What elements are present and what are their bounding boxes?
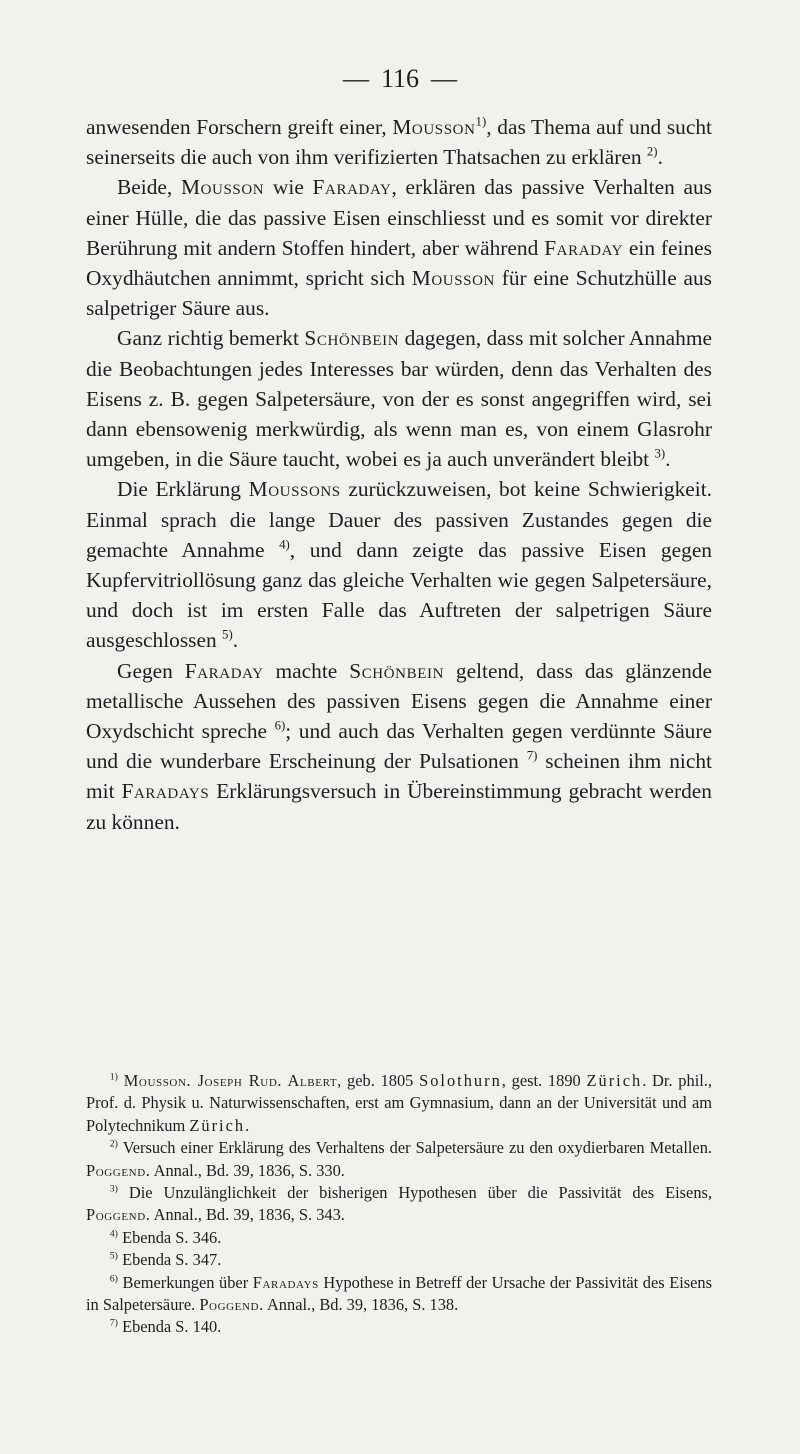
text-run: Annal., Bd. 39, 1836, S. 138. (263, 1295, 459, 1315)
author-name: Mousson (411, 266, 495, 291)
text-run: Gegen (117, 658, 185, 683)
text-run: machte (263, 658, 350, 683)
footnote-number: 1) (109, 1071, 118, 1083)
text-run: Versuch einer Erklärung des Verhaltens der Salpetersäure zu den oxydierbaren Metallen. (122, 1138, 713, 1158)
text-run: scheinen ihm nicht mit (86, 749, 712, 804)
author-name: Mousson (392, 115, 476, 139)
footnote-2 (86, 1137, 712, 1182)
body-text (86, 112, 712, 837)
text-run: , gest. 1890 (501, 1071, 587, 1090)
journal-name: Poggend. (199, 1295, 264, 1315)
footnote-4 (86, 1227, 712, 1249)
text-run: Bemerkungen über (122, 1272, 253, 1292)
paragraph-5 (86, 656, 712, 837)
text-run: Hypothese in Betreff der Ursache der Passivität des Eisens in Salpetersäure. (86, 1272, 712, 1315)
journal-name: Poggend. (86, 1160, 151, 1180)
text-run: Beide, (117, 175, 181, 200)
footnote-ref: 3) (654, 446, 666, 461)
author-name: Moussons (248, 477, 341, 502)
footnote-ref: 6) (274, 718, 286, 733)
journal-name: Poggend. (86, 1205, 151, 1225)
paragraph-1 (86, 112, 712, 172)
text-run: Ebenda S. 347. (122, 1250, 222, 1270)
footnote-number: 6) (109, 1273, 118, 1285)
footnote-6 (86, 1272, 712, 1317)
text-run: , und dann zeigte das passive Eisen gegen Kupfervitriollösung ganz das gleiche Verhalten wie gegen Salpetersäure, und doch ist im ersten Falle das Auftreten der salpetrigen Säure ausgeschlossen (86, 537, 713, 653)
text-run: . Dr. phil., Prof. d. Physik u. Naturwissenschaften, erst am Gymnasium, dann an der Universität und am Polytechnikum (86, 1071, 713, 1135)
text-run: ; und auch das Verhalten gegen verdünnte Säure und die wunderbare Erscheinung der Pulsationen (86, 719, 712, 774)
text-run: anwesenden Forschern greift einer, (86, 115, 393, 139)
text-run: . (232, 628, 239, 653)
footnote-number: 4) (109, 1228, 118, 1240)
header-dash-right: — (431, 64, 458, 93)
paragraph-2 (86, 172, 712, 323)
author-name: Schönbein (304, 326, 400, 351)
text-run: , geb. 1805 (337, 1071, 420, 1090)
text-run: dagegen, dass mit solcher Annahme die Beobachtungen jedes Interesses bar würden, denn das Verhalten des Eisens z. B. gegen Salpetersäure, von der es sonst angegriffen wird, sei dann ebensowenig merkwürdig, als wenn man es, von einem Glasrohr umgeben, in die Säure taucht, wobei es ja auch unverändert bleibt (86, 326, 712, 472)
footnote-3 (86, 1182, 712, 1227)
author-name: Faradays (121, 779, 210, 804)
text-run: Ganz richtig bemerkt (117, 326, 305, 351)
text-run: Die Erklärung (117, 477, 249, 502)
footnote-ref: 7) (526, 748, 538, 763)
text-run: wie (264, 175, 313, 200)
author-name: Faraday (184, 658, 264, 683)
footnote-ref: 2) (646, 144, 658, 159)
text-run: Annal., Bd. 39, 1836, S. 330. (150, 1160, 345, 1180)
footnote-5 (86, 1249, 712, 1271)
text-run: , das Thema auf und sucht seinerseits die auch von ihm verifizierten Thatsachen zu erklären (86, 115, 712, 170)
author-name: Schönbein (349, 658, 444, 683)
footnotes (86, 1070, 712, 1339)
place-name: Zürich (586, 1071, 643, 1090)
header-dash-left: — (342, 64, 369, 93)
author-name: Faradays (252, 1272, 319, 1292)
paragraph-4 (86, 474, 712, 655)
page-number: 116 (380, 64, 420, 93)
paragraph-3 (86, 323, 712, 474)
text-run: Erklärungsversuch in Übereinstimmung gebracht werden zu können. (86, 779, 712, 834)
text-run: , erklären das passive Verhalten aus einer Hülle, die das passive Eisen einschliesst und es somit vor direkter Berührung mit andern Stoffen hindert, aber während (86, 175, 713, 260)
footnote-7 (86, 1316, 712, 1338)
author-name: Faraday (544, 235, 624, 260)
place-name: Zürich (189, 1115, 246, 1135)
text-run: ein feines Oxydhäutchen annimmt, spricht sich (86, 235, 712, 291)
text-run: zurückzuweisen, bot keine Schwierigkeit. Einmal sprach die lange Dauer des passiven Zustandes gegen die gemachte Annahme (86, 477, 712, 562)
text-run: Annal., Bd. 39, 1836, S. 343. (150, 1205, 345, 1225)
author-name: Faraday (312, 175, 392, 200)
text-run: . (245, 1115, 250, 1135)
footnote-number: 5) (109, 1250, 118, 1262)
footnote-1 (86, 1070, 712, 1137)
footnote-ref: 5) (222, 628, 233, 643)
text-run: Die Unzulänglichkeit der bisherigen Hypothesen über die Passivität des Eisens, (128, 1183, 712, 1203)
text-run: . (665, 447, 671, 472)
footnote-number: 3) (109, 1183, 118, 1195)
footnote-number: 7) (109, 1318, 118, 1330)
place-name: Solothurn (419, 1071, 502, 1090)
text-run: . (657, 145, 663, 170)
footnote-author: Mousson. Joseph Rud. Albert (123, 1071, 338, 1090)
text-run: Ebenda S. 346. (122, 1227, 222, 1247)
page-header (0, 64, 800, 94)
text-run: Ebenda S. 140. (122, 1317, 222, 1337)
footnote-number: 2) (109, 1138, 118, 1150)
footnote-ref: 1) (475, 114, 487, 129)
text-run: geltend, dass das glänzende metallische Aussehen des passiven Eisens gegen die Annahme einer Oxydschicht spreche (86, 658, 712, 744)
author-name: Mousson (180, 175, 265, 200)
text-run: für eine Schutzhülle aus salpetriger Säure aus. (86, 266, 712, 321)
footnote-ref: 4) (279, 537, 290, 552)
